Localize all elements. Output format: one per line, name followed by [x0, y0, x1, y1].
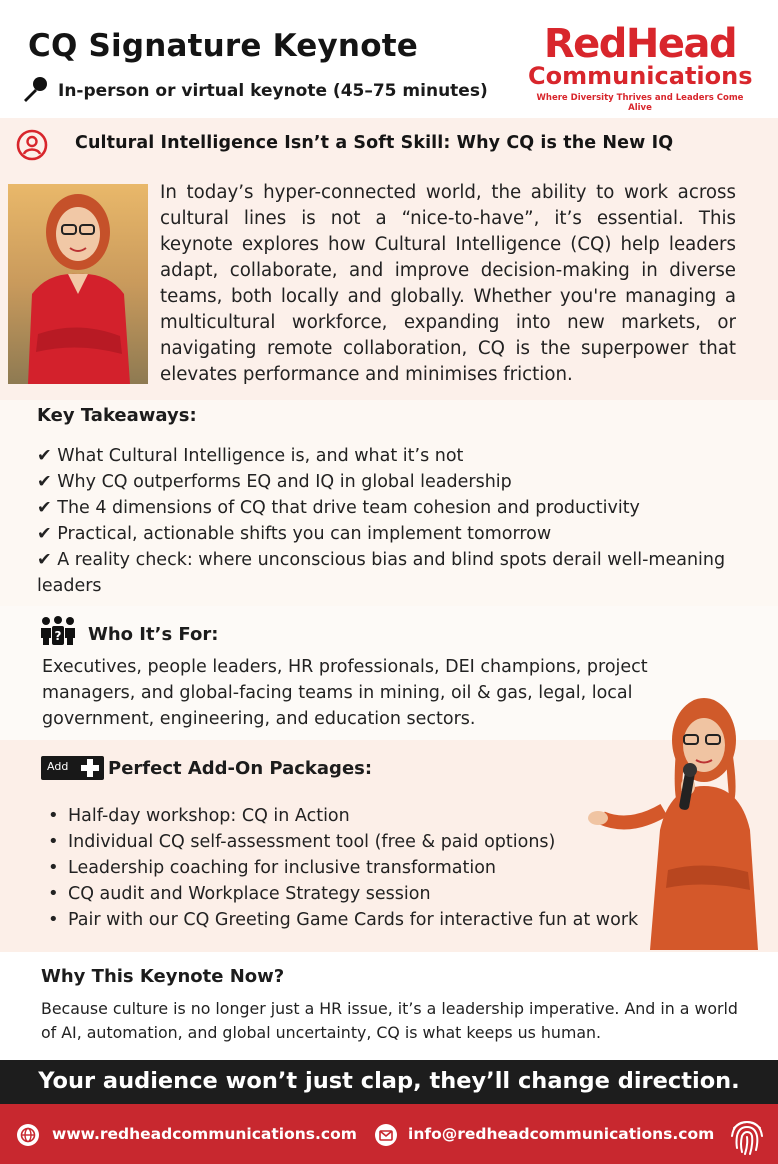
logo-sub: Communications	[528, 62, 753, 90]
audience-description: Executives, people leaders, HR professionals, DEI champions, project managers, and global-facing teams in mining, oil & gas, legal, local government, engineering, and education sectors.	[42, 657, 648, 729]
logo-name: RedHead	[543, 21, 737, 67]
list-item: ✔ What Cultural Intelligence is, and what it’s not	[37, 446, 464, 466]
svg-text:?: ?	[54, 629, 62, 643]
people-icon	[40, 616, 76, 646]
list-item: • Pair with our CQ Greeting Game Cards for interactive fun at work	[48, 907, 668, 933]
plus-icon	[79, 757, 101, 779]
add-badge: Add	[41, 756, 104, 780]
email-link[interactable]: info@redheadcommunications.com	[408, 1125, 715, 1143]
check-icon: ✔	[37, 498, 52, 518]
keynote-description: In today’s hyper-connected world, the ability to work across cultural lines is not a “nice-to-have”, it’s essential. This keynote explores how Cultural Intelligence (CQ) help leaders adapt, collaborate, and improve decision-making in diverse teams, both locally and globally. Whether you're managing a multicultural workforce, expanding into new markets, or navigating remote collaboration, CQ is the superpower that elevates performance and minimises friction.	[160, 182, 736, 385]
person-circle-icon	[16, 129, 48, 161]
check-icon: ✔	[37, 446, 52, 466]
keynote-format: In-person or virtual keynote (45–75 minutes)	[58, 81, 488, 101]
speaker-photo	[580, 690, 778, 950]
page-title: CQ Signature Keynote	[28, 28, 418, 64]
addons-heading: Perfect Add-On Packages:	[108, 758, 373, 779]
keynote-heading: Cultural Intelligence Isn’t a Soft Skill: Why CQ is the New IQ	[75, 133, 674, 153]
takeaways-heading: Key Takeaways:	[37, 405, 197, 426]
speaker-portrait	[8, 184, 148, 384]
audience-heading: Who It’s For:	[88, 624, 219, 645]
why-description: Because culture is no longer just a HR issue, it’s a leadership imperative. And in a world of AI, automation, and global uncertainty, CQ is what keeps us human.	[41, 999, 738, 1042]
website-link[interactable]: www.redheadcommunications.com	[52, 1125, 357, 1143]
check-icon: ✔	[37, 550, 52, 570]
check-icon: ✔	[37, 524, 52, 544]
addons-list	[48, 803, 668, 933]
list-item: ✔ Practical, actionable shifts you can implement tomorrow	[37, 524, 552, 544]
fingerprint-icon	[728, 1114, 766, 1156]
check-icon: ✔	[37, 472, 52, 492]
email-icon	[374, 1123, 398, 1147]
list-item: • Leadership coaching for inclusive transformation	[48, 855, 668, 881]
list-item: • CQ audit and Workplace Strategy session	[48, 881, 668, 907]
list-item: ✔ A reality check: where unconscious bias and blind spots derail well-meaning leaders	[37, 550, 726, 596]
microphone-icon	[20, 74, 50, 104]
redhead-logo	[528, 20, 752, 112]
logo-tagline: Where Diversity Thrives and Leaders Come Alive	[536, 93, 744, 113]
list-item: ✔ Why CQ outperforms EQ and IQ in global leadership	[37, 472, 512, 492]
list-item: ✔ The 4 dimensions of CQ that drive team cohesion and productivity	[37, 498, 640, 518]
globe-icon	[16, 1123, 40, 1147]
takeaways-list	[37, 443, 757, 599]
list-item: • Half-day workshop: CQ in Action	[48, 803, 668, 829]
tagline: Your audience won’t just clap, they’ll change direction.	[38, 1068, 740, 1094]
list-item: • Individual CQ self-assessment tool (free & paid options)	[48, 829, 668, 855]
why-heading: Why This Keynote Now?	[41, 966, 285, 987]
